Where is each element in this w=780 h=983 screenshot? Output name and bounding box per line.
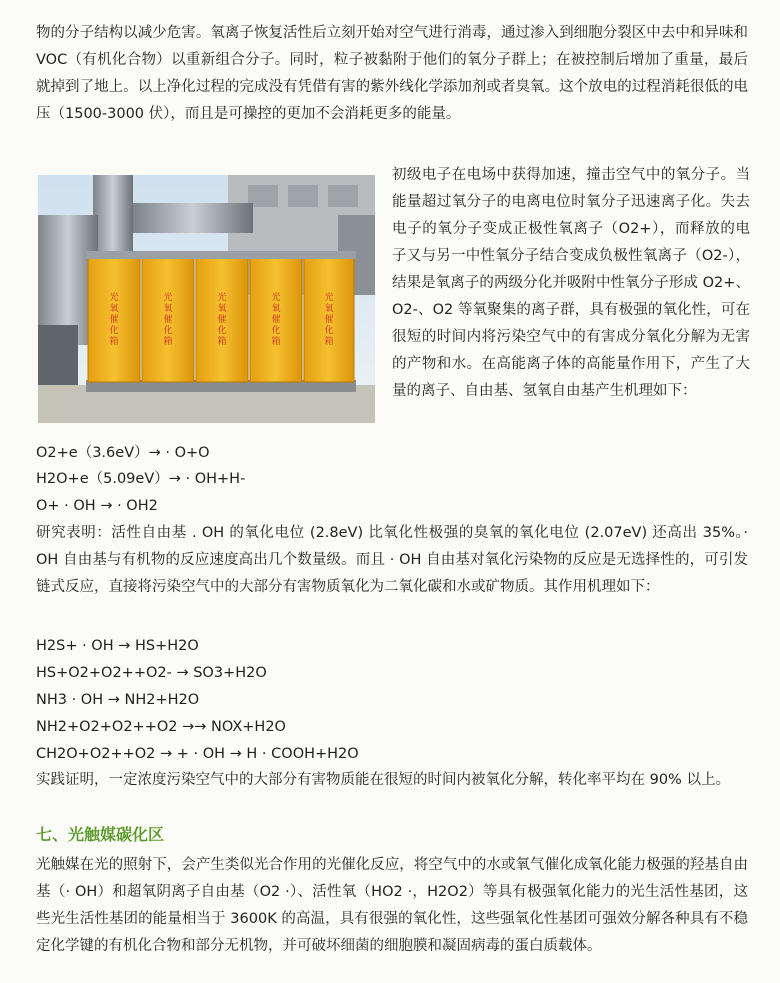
intro-paragraph: 物的分子结构以减少危害。氧离子恢复活性后立刻开始对空气进行消毒，通过渗入到细胞分裂区中去中和异味和 VOC（有机化合物）以重新组合分子。同时，粒子被黏附于他们的氧分子群上；在被控制后增加了重量，最后就掉到了地上。以上净化过程的完成没有凭借有害的紫外线化学添加剂或者臭氧。这个放电的过程消耗很低的电压（1500-3000 伏），而且是可操控的更加不会消耗更多的能量。: [36, 25, 748, 122]
final-paragraph: 光触媒在光的照射下，会产生类似光合作用的光催化反应，将空气中的水或氧气催化成氧化能力极强的羟基自由基（· OH）和超氧阴离子自由基（O2 ·）、活性氧（HO2 ·，H2O2）等具有极强氧化能力的光生活性基团，这些光生活性基团的能量相当于 3600K 的高温，具有很强的氧化性，这些强氧化性基团可强效分解各种具有不稳定化学键的有机化合物和部分无机物，并可破坏细菌的细胞膜和凝固病毒的蛋白质载体。: [36, 857, 748, 954]
panel-label: 光氧催化箱: [163, 293, 173, 347]
section-heading: 七、光触媒碳化区: [36, 825, 165, 844]
equation-7: NH2+O2+O2++O2 →→ NOX+H2O: [36, 719, 286, 735]
equation-3: O+ · OH → · OH2: [36, 498, 158, 514]
panel-label: 光氧催化箱: [271, 293, 281, 347]
equation-4: H2S+ · OH → HS+H2O: [36, 638, 199, 654]
practice-paragraph: 实践证明，一定浓度污染空气中的大部分有害物质能在很短的时间内被氧化分解，转化率平均在 90% 以上。: [36, 772, 730, 788]
equation-1: O2+e（3.6eV）→ · O+O: [36, 445, 210, 461]
panel-label: 光氧催化箱: [324, 293, 334, 347]
panel-label: 光氧催化箱: [217, 293, 227, 347]
equation-5: HS+O2+O2++O2- → SO3+H2O: [36, 665, 267, 681]
research-paragraph: 研究表明：活性自由基 . OH 的氧化电位 (2.8eV) 比氧化性极强的臭氧的氧化电位 (2.07eV) 还高出 35%。· OH 自由基与有机物的反应速度高出几个数量级。而且 · OH 自由基对氧化污染物的反应是无选择性的，可引发链式反应，直接将污染空气中的大部分有害物质氧化为二氧化碳和水或矿物质。其作用机理如下：: [36, 525, 748, 595]
equipment-photo: [38, 175, 375, 423]
panel-label: 光氧催化箱: [109, 293, 119, 347]
side-paragraph: 初级电子在电场中获得加速，撞击空气中的氧分子。当能量超过氧分子的电离电位时氧分子迅速离子化。失去电子的氧分子变成正极性氧离子（O2+），而释放的电子又与另一中性氧分子结合变成负极性氧离子（O2-），结果是氧离子的两级分化并吸附中性氧分子形成 O2+、O2-、O2 等氧聚集的离子群，具有极强的氧化性，可在很短的时间内将污染空气中的有害成分氧化分解为无害的产物和水。在高能离子体的高能量作用下，产生了大量的离子、自由基、氢氧自由基产生机理如下：: [392, 167, 750, 399]
equation-6: NH3 · OH → NH2+H2O: [36, 692, 200, 708]
equation-8: CH2O+O2++O2 → + · OH → H · COOH+H2O: [36, 746, 359, 762]
equation-2: H2O+e（5.09eV）→ · OH+H-: [36, 471, 246, 487]
